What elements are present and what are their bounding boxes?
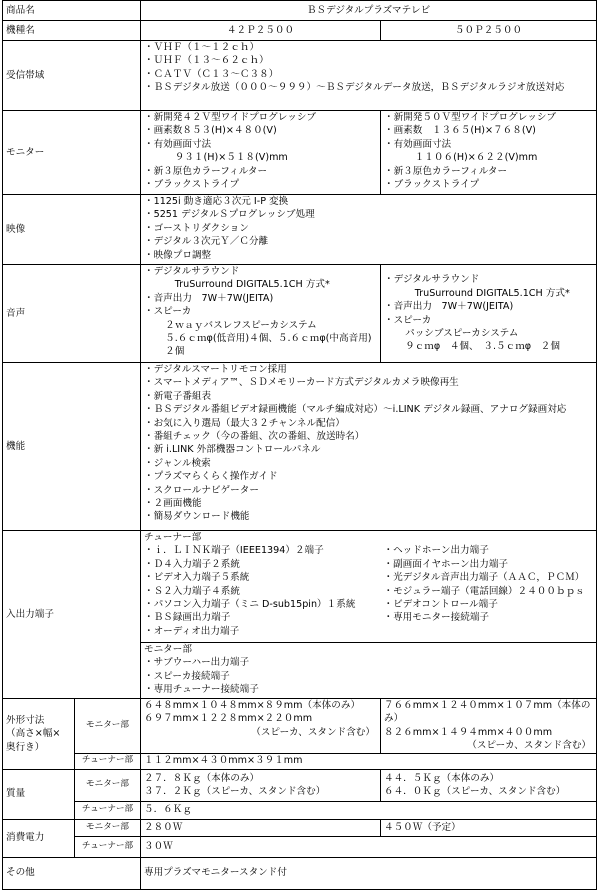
other-label: その他 [3,857,141,889]
row-audio [3,265,597,363]
io-port-item: ・ビデオコントロール端子 [383,599,498,611]
model-42p2500: ４２Ｐ２５００ [141,21,381,41]
audio-42-item: ２ｗａｙバスレフスピーカシステム [165,319,317,331]
io-monitor [141,643,597,699]
feature-item: ・スマートメディア™、ＳＤメモリーカード方式デジタルカメラ映像再生 [144,377,459,389]
monitor-42 [141,111,381,195]
row-weight-monitor [3,769,597,801]
features-label: 機能 [3,363,141,531]
feature-item: ・お気に入り選局（最大３２チャンネル配信） [144,417,345,429]
dimensions-monitor-50: ７６６mm×１２４０mm×１０７mm（本体のみ） ８２６mm×１４９４mm×４００mm （スピーカ、スタンド含む） [381,699,597,754]
audio-42-item: ・デジタルサラウンド [144,266,240,277]
reception-item: ・ＵＨＦ（１３～６２ｃｈ） [144,55,269,67]
io-port-item: ・専用モニター接続端子 [383,612,490,624]
row-dimensions-monitor [3,699,597,754]
audio-42-item: ２個 [165,346,185,358]
io-port-item: ・オーディオ出力端子 [144,625,240,637]
audio-50-item: パッシブスピーカシステム [405,327,519,339]
weight-label: 質量 [3,769,75,819]
audio-50-item: ・音声出力 7W＋7W(JEITA) [384,301,514,313]
audio-42-item: ・スピーカ [144,306,192,318]
power-monitor-label: モニター部 [75,819,141,836]
row-other [3,857,597,889]
power-monitor-50: ４５０Ｗ（予定） [381,819,597,836]
feature-item: ・簡易ダウンロード機能 [144,511,250,523]
row-power-tuner [3,836,597,857]
dimensions-monitor-42: ６４８mm×１０４８mm×８９mm（本体のみ） ６９７mm×１２２８mm×２２０mm （スピーカ、スタンド含む） [141,699,381,754]
row-power-monitor [3,819,597,836]
weight-tuner-label: チューナー部 [75,801,141,819]
io-tuner-heading: チューナー部 [144,532,202,543]
audio-50-item: TruSurround DIGITAL5.1CH 方式* [414,287,570,299]
row-model [3,21,597,41]
dimensions-tuner-label: チューナー部 [75,753,141,769]
io-monitor-heading: モニター部 [144,644,192,655]
video-item: ・ゴーストリダクション [144,222,249,234]
feature-item: ・２画面機能 [144,498,202,510]
reception-item: ・ＶＨＦ（１～１２ｃｈ） [144,42,260,53]
io-port-item: ・ＢＳ録画出力端子 [144,612,231,624]
audio-label: 音声 [3,265,141,363]
dimensions-monitor-label: モニター部 [75,699,141,754]
video-item: ・1125i 動き適応３次元 I-P 変換 [144,196,289,207]
monitor-42-item: ・新３原色カラーフィルター [144,165,268,177]
video-item: ・映像プロ調整 [144,249,212,261]
audio-42-item: ・音声出力 7W＋7W(JEITA) [144,292,274,304]
io-port-item: ・光デジタル音声出力端子（ＡＡＣ，ＰＣＭ） [383,572,585,584]
monitor-label: モニター [3,111,141,195]
video-item: ・デジタル３次元Ｙ／Ｃ分離 [144,236,269,248]
power-tuner-value: ３０Ｗ [141,836,597,857]
reception-item: ・ＣＡＴＶ（Ｃ１３～Ｃ３８） [144,68,279,80]
io-port-item: ・副画面イヤホーン出力端子 [383,558,509,570]
feature-item: ・新 i.LINK 外部機器コントロールパネル [144,444,321,456]
row-monitor [3,111,597,195]
power-monitor-42: ２８０Ｗ [141,819,381,836]
io-port-item: ・ビデオ入力端子５系統 [144,572,250,584]
io-port-item: ・Ｄ４入力端子２系統 [144,558,240,570]
model-50p2500: ５０Ｐ２５００ [381,21,597,41]
feature-item: ・プラズマらくらく操作ガイド [144,471,278,483]
feature-item: ・ジャンル検索 [144,457,211,469]
monitor-42-item: ・画素数８５３(H)×４８０(V) [144,125,277,137]
audio-50 [381,265,597,363]
io-port-item: ・ｉ．ＬＩＮＫ端子（IEEE1394）２端子 [144,545,324,557]
io-label: 入出力端子 [3,531,141,699]
io-port-item: ・モジュラー端子（電話回線）２４００ｂｐｓ [383,585,585,597]
monitor-42-item: ・有効画面寸法 [144,138,212,150]
row-video [3,195,597,265]
spec-table [2,0,597,890]
weight-monitor-42: ２７．８Ｋｇ（本体のみ） ３７．２Ｋｇ（スピーカ、スタンド含む） [141,769,381,801]
audio-42-item: TruSurround DIGITAL5.1CH 方式* [174,279,330,291]
audio-50-item: ９ｃｍφ ４個、 ３.５ｃｍφ ２個 [405,341,560,353]
monitor-50-item: ・新３原色カラーフィルター [384,165,508,177]
other-value: 専用プラズマモニタースタンド付 [141,857,597,889]
feature-item: ・ＢＳデジタル番組ビデオ録画機能（マルチ編成対応）～i.LINK デジタル録画、アナログ録画対応 [144,404,567,416]
io-port-item: ・スピーカ接続端子 [144,670,230,682]
dimensions-label: 外形寸法 （高さ×幅× 奥行き） [3,699,75,770]
row-features [3,363,597,531]
power-tuner-label: チューナー部 [75,836,141,857]
io-tuner-left [141,531,381,643]
dimensions-tuner-value: １１２mm×４３０mm×３９１mm [141,753,597,769]
row-io-tuner [3,531,597,643]
weight-monitor-50: ４４．５Ｋｇ（本体のみ） ６４．０Ｋｇ（スピーカ、スタンド含む） [381,769,597,801]
weight-tuner-value: ５．６Ｋｇ [141,801,597,819]
monitor-50-item: ・新開発５０Ｖ型ワイドプログレッシブ [384,112,557,123]
product-value: ＢＳデジタルプラズマテレビ [141,1,597,21]
audio-50-item: ・デジタルサラウンド [384,274,480,286]
model-label: 機種名 [3,21,141,41]
monitor-50-item: ・有効画面寸法 [384,138,452,150]
video-label: 映像 [3,195,141,265]
monitor-50-item: １１０６(H)×６２２(V)mm [414,152,538,164]
io-port-item: ・サブウーハー出力端子 [144,657,250,669]
power-label: 消費電力 [3,819,75,857]
video-list [141,195,597,265]
product-label: 商品名 [3,1,141,21]
weight-monitor-label: モニター部 [75,769,141,801]
row-product [3,1,597,21]
monitor-50-item: ・画素数 １３６５(H)×７６８(V) [384,125,536,137]
reception-item: ・ＢＳデジタル放送（０００～９９９）～ＢＳデジタルデータ放送，ＢＳデジタルラジオ放送対応 [144,82,565,94]
io-port-item: ・Ｓ２入力端子４系統 [144,585,240,597]
feature-item: ・スクロールナビゲーター [144,484,259,496]
row-reception [3,41,597,111]
monitor-42-item: ・ブラックストライプ [144,179,240,191]
reception-label: 受信帯域 [3,41,141,111]
feature-item: ・新電子番組表 [144,390,212,402]
audio-50-item: ・スピーカ [384,314,432,326]
monitor-42-item: ９３１(H)×５１８(V)mm [174,152,288,164]
audio-42-item: ５.６ｃｍφ(低音用)４個、５.６ｃｍφ(中高音用) [165,333,372,345]
features-list [141,363,597,531]
audio-42 [141,265,381,363]
row-weight-tuner [3,801,597,819]
row-dimensions-tuner [3,753,597,769]
monitor-42-item: ・新開発４２Ｖ型ワイドプログレッシブ [144,112,317,123]
io-port-item: ・ヘッドホーン出力端子 [383,545,489,557]
feature-item: ・番組チェック（今の番組、次の番組、放送時名） [144,431,365,443]
io-port-item: ・専用チューナー接続端子 [144,684,259,696]
monitor-50 [381,111,597,195]
video-item: ・5251 デジタルＳプログレッシブ処理 [144,209,315,221]
feature-item: ・デジタルスマートリモコン採用 [144,364,287,375]
io-port-item: ・パソコン入力端子（ミニ D-sub15pin）１系統 [144,599,356,611]
io-tuner-right [381,531,597,643]
monitor-50-item: ・ブラックストライプ [384,179,480,191]
reception-list [141,41,597,111]
